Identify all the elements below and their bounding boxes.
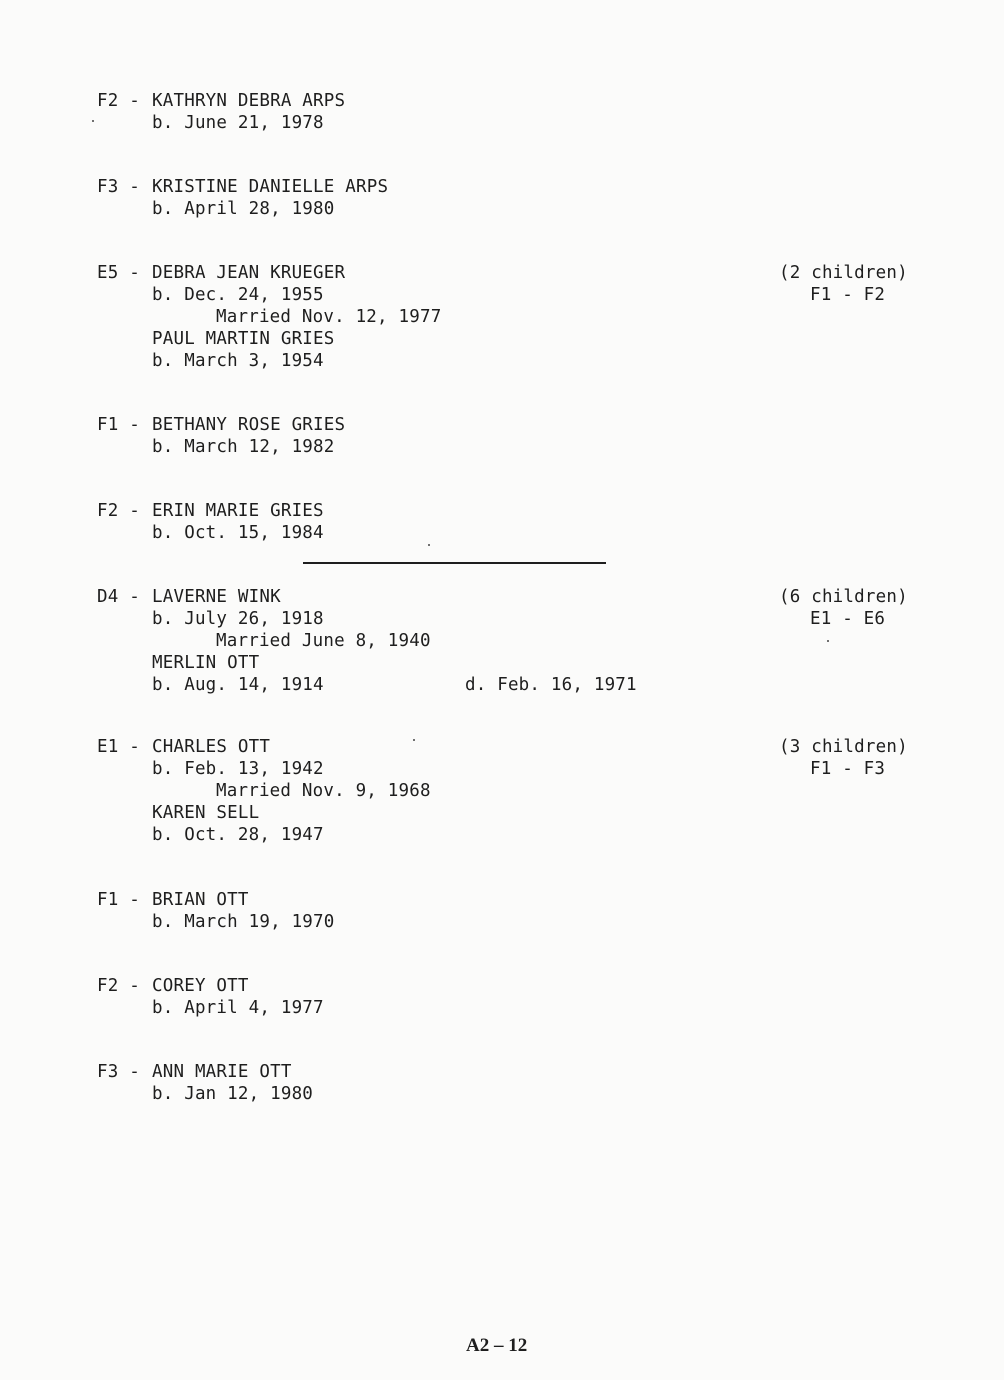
- spouse-name: KAREN SELL: [152, 803, 260, 823]
- spouse-name: PAUL MARTIN GRIES: [152, 329, 335, 349]
- birth-date: b. Oct. 15, 1984: [152, 523, 324, 543]
- children-count: (2 children): [779, 263, 908, 283]
- generation-label: F3 -: [97, 177, 151, 197]
- spouse-birth-date: b. Aug. 14, 1914: [152, 675, 324, 695]
- birth-date: b. April 4, 1977: [152, 998, 324, 1018]
- generation-label: F1 -: [97, 415, 151, 435]
- marriage-date: Married June 8, 1940: [216, 631, 431, 651]
- children-range: F1 - F3: [810, 759, 886, 779]
- spouse-birth-date: b. Oct. 28, 1947: [152, 825, 324, 845]
- marriage-date: Married Nov. 9, 1968: [216, 781, 431, 801]
- scan-speck: [428, 544, 430, 546]
- person-name: KRISTINE DANIELLE ARPS: [152, 177, 389, 197]
- person-name: BRIAN OTT: [152, 890, 249, 910]
- scan-speck: [827, 640, 829, 642]
- birth-date: b. Dec. 24, 1955: [152, 285, 324, 305]
- page-number: A2 – 12: [466, 1335, 528, 1356]
- generation-label: E5 -: [97, 263, 151, 283]
- birth-date: b. March 19, 1970: [152, 912, 335, 932]
- person-name: ANN MARIE OTT: [152, 1062, 292, 1082]
- generation-label: F1 -: [97, 890, 151, 910]
- children-count: (6 children): [779, 587, 908, 607]
- children-range: F1 - F2: [810, 285, 886, 305]
- birth-date: b. Jan 12, 1980: [152, 1084, 314, 1104]
- generation-label: D4 -: [97, 587, 151, 607]
- scan-speck: [413, 739, 415, 741]
- generation-label: F2 -: [97, 91, 151, 111]
- person-name: CHARLES OTT: [152, 737, 271, 757]
- children-count: (3 children): [779, 737, 908, 757]
- person-name: ERIN MARIE GRIES: [152, 501, 324, 521]
- birth-date: b. Feb. 13, 1942: [152, 759, 324, 779]
- section-divider: [303, 562, 606, 564]
- spouse-birth-date: b. March 3, 1954: [152, 351, 324, 371]
- scan-speck: [92, 120, 94, 122]
- person-name: DEBRA JEAN KRUEGER: [152, 263, 346, 283]
- person-name: LAVERNE WINK: [152, 587, 281, 607]
- spouse-name: MERLIN OTT: [152, 653, 260, 673]
- generation-label: F2 -: [97, 976, 151, 996]
- person-name: COREY OTT: [152, 976, 249, 996]
- generation-label: E1 -: [97, 737, 151, 757]
- generation-label: F2 -: [97, 501, 151, 521]
- birth-date: b. April 28, 1980: [152, 199, 335, 219]
- person-name: BETHANY ROSE GRIES: [152, 415, 346, 435]
- person-name: KATHRYN DEBRA ARPS: [152, 91, 346, 111]
- marriage-date: Married Nov. 12, 1977: [216, 307, 442, 327]
- spouse-death-date: d. Feb. 16, 1971: [465, 675, 637, 695]
- birth-date: b. July 26, 1918: [152, 609, 324, 629]
- birth-date: b. June 21, 1978: [152, 113, 324, 133]
- birth-date: b. March 12, 1982: [152, 437, 335, 457]
- children-range: E1 - E6: [810, 609, 886, 629]
- generation-label: F3 -: [97, 1062, 151, 1082]
